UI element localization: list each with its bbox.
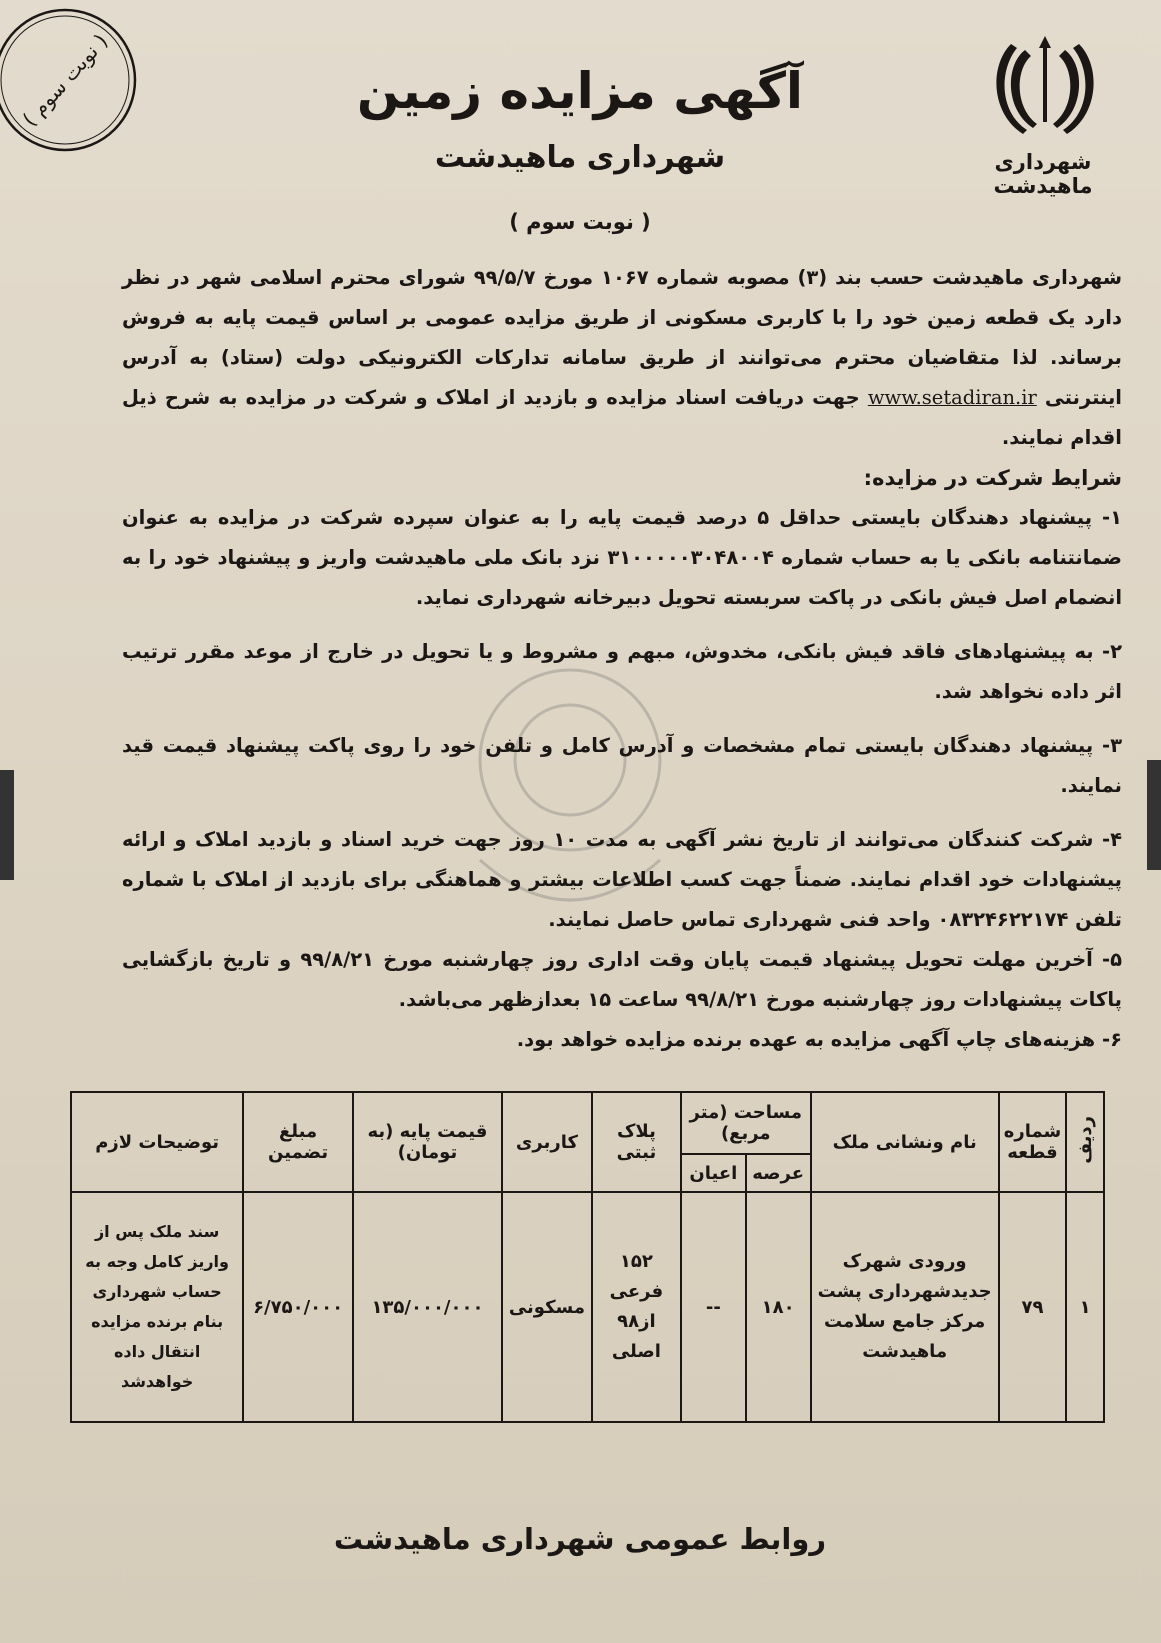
cell-guarantee: ۶/۷۵۰/۰۰۰ (243, 1192, 353, 1422)
seal-caption: شهرداری ماهیدشت (993, 150, 1093, 198)
cell-notes: سند ملک پس از واریز کامل وجه به حساب شهرداری بنام برنده مزایده انتقال داده خواهدشد (71, 1192, 243, 1422)
condition-item: ۳- پیشنهاد دهندگان بایستی تمام مشخصات و آدرس کامل و تلفن خود را روی پاکت پیشنهاد قیمت قید نمایند. (122, 734, 1122, 797)
organization-name: شهرداری ماهیدشت (434, 140, 726, 175)
condition-item: ۱- پیشنهاد دهندگان بایستی حداقل ۵ درصد قیمت پایه را به عنوان سپرده شرکت در مزایده به عنوان ضمانتنامه بانکی یا به حساب شماره ۳۱۰۰۰۰۰۳۰۴۸۰۰۴ نزد بانک ملی ماهیدشت واریز و پیشنهاد خود را به انضمام اصل فیش بانکی در پاکت سربسته تحویل دبیرخانه شهرداری نماید. (122, 506, 1122, 609)
intro-text-1: شهرداری ماهیدشت حسب بند (۳) مصوبه شماره ۱۰۶۷ مورخ ۹۹/۵/۷ شورای محترم اسلامی شهر در نظر دارد یک قطعه زمین خود را با کاربری مسکونی از طریق مزایده عمومی بر اساس قیمت پایه به فروش برساند. لذا متقاضیان محترم می‌توانند از طریق سامانه تدارکات الکترونیکی دولت (ستاد) به آدرس اینترنتی (122, 266, 1123, 409)
setadiran-link[interactable]: www.setadiran.ir (867, 386, 1037, 409)
condition-item: ۵- آخرین مهلت تحویل پیشنهاد قیمت پایان وقت اداری روز چهارشنبه مورخ ۹۹/۸/۲۱ و تاریخ بازگشایی پاکات پیشنهادات روز چهارشنبه مورخ ۹۹/۸/۲۱ ساعت ۱۵ بعدازظهر می‌باشد. (122, 948, 1122, 1011)
page-title: آگهی مزایده زمین (356, 62, 804, 120)
cell-parcel-number: ۷۹ (999, 1192, 1067, 1422)
intro-paragraph (122, 258, 1122, 458)
condition-item: ۲- به پیشنهادهای فاقد فیش بانکی، مخدوش، مبهم و مشروط و یا تحویل در خارج از موعد مقرر ترتیب اثر داده نخواهد شد. (122, 640, 1122, 703)
round-label: ( نوبت سوم ) (509, 210, 651, 234)
header-row-number: ردیف (1066, 1092, 1104, 1192)
notice-body (122, 258, 1122, 1060)
header-area-land: عرصه (746, 1154, 811, 1192)
table-row (71, 1192, 1104, 1422)
auction-table (70, 1091, 1105, 1423)
scan-edge-left (0, 770, 14, 880)
header-base-price: قیمت پایه (به تومان) (353, 1092, 502, 1192)
footer-signature: روابط عمومی شهرداری ماهیدشت (333, 1522, 827, 1556)
corner-stamp-text: ( نوبت سوم ) (17, 29, 113, 131)
conditions-title: شرایط شرکت در مزایده: (863, 466, 1122, 490)
intro-text-2: جهت دریافت اسناد مزایده و بازدید از املاک و شرکت در مزایده به شرح ذیل اقدام نمایند. (122, 386, 1122, 449)
iran-emblem-icon (985, 30, 1105, 140)
condition-item: ۴- شرکت کنندگان می‌توانند از تاریخ نشر آگهی به مدت ۱۰ روز جهت خرید اسناد و بازدید املاک و ارائه پیشنهادات خود اقدام نمایند. ضمناً جهت کسب اطلاعات بیشتر و هماهنگی برای بازدید از املاک با شماره تلفن ۰۸۳۲۴۶۲۲۱۷۴ واحد فنی شهرداری تماس حاصل نمایند. (122, 828, 1122, 931)
header-guarantee: مبلغ تضمین (243, 1092, 353, 1192)
scan-edge-right (1147, 760, 1161, 870)
cell-base-price: ۱۳۵/۰۰۰/۰۰۰ (353, 1192, 502, 1422)
cell-registry: ۱۵۲ فرعی از۹۸ اصلی (592, 1192, 681, 1422)
cell-row-number: ۱ (1066, 1192, 1104, 1422)
condition-item: ۶- هزینه‌های چاپ آگهی مزایده به عهده برنده مزایده خواهد بود. (516, 1028, 1122, 1051)
cell-usage: مسکونی (502, 1192, 592, 1422)
header-parcel-number: شماره قطعه (999, 1092, 1067, 1192)
header-name-address: نام ونشانی ملک (811, 1092, 999, 1192)
header-area: مساحت (متر مربع) (681, 1092, 811, 1154)
round-stamp-icon (0, 0, 150, 165)
header-registry: پلاک ثبتی (592, 1092, 681, 1192)
cell-area-land: ۱۸۰ (746, 1192, 811, 1422)
cell-name-address: ورودی شهرک جدیدشهرداری پشت مرکز جامع سلامت ماهیدشت (811, 1192, 999, 1422)
header-usage: کاربری (502, 1092, 592, 1192)
header-notes: توضیحات لازم (71, 1092, 243, 1192)
cell-area-building: -- (681, 1192, 746, 1422)
header-area-building: اعیان (681, 1154, 746, 1192)
